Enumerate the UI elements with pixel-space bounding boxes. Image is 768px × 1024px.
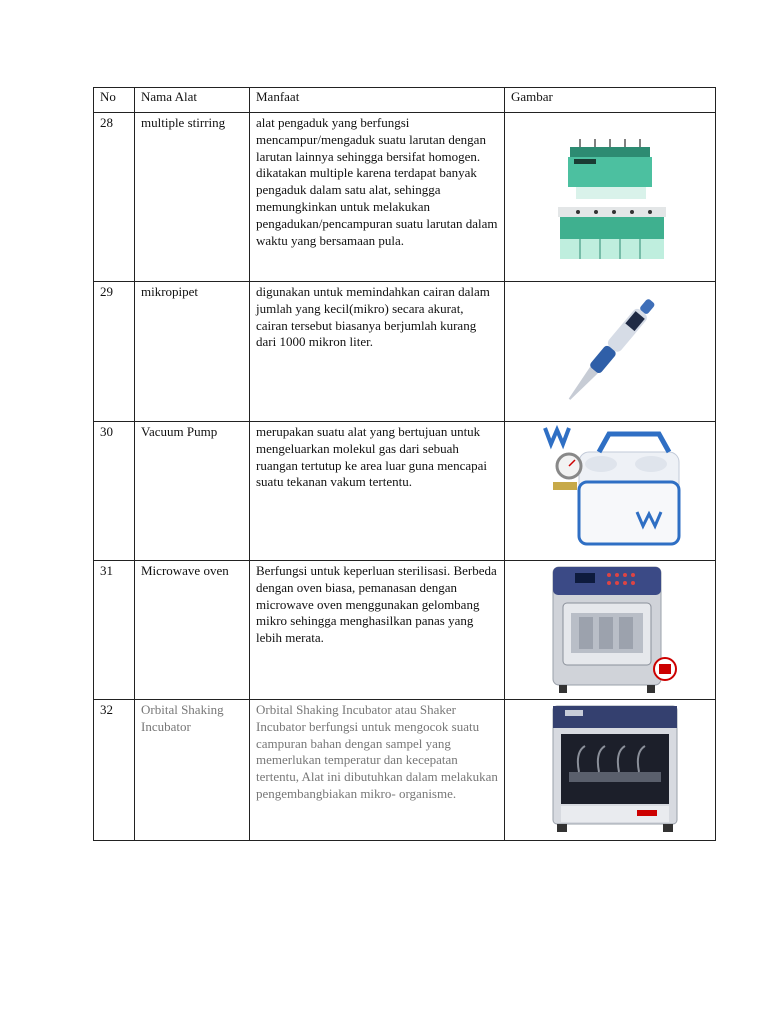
header-manfaat: Manfaat [250,88,505,113]
header-gambar: Gambar [505,88,716,113]
tool-name: multiple stirring [135,113,250,282]
header-no: No [94,88,135,113]
tool-description: digunakan untuk memindahkan cairan dalam jumlah yang kecil(mikro) secara akurat, cairan tersebut biasanya berjumlah kurang dari 1000 mikron liter. [250,282,505,422]
table-row [94,422,716,561]
table-row [94,561,716,700]
shaking-incubator-image [545,702,685,836]
row-number: 32 [94,700,135,841]
tool-image-cell [505,282,716,422]
tool-name: mikropipet [135,282,250,422]
table-header-row [94,88,716,113]
equipment-table [93,87,716,841]
tool-name: Vacuum Pump [135,422,250,561]
microwave-oven-image [549,565,679,701]
tool-description: Orbital Shaking Incubator atau Shaker Incubator berfungsi untuk mengocok suatu campuran bahan dengan sampel yang memerlukan temperatur dan kecepatan tertentu, Alat ini dibutuhkan dalam melakukan pengembangbiakan mikro- organisme. [250,700,505,841]
tool-description: Berfungsi untuk keperluan sterilisasi. Berbeda dengan oven biasa, pemanasan dengan microwave oven menggunakan gelombang mikro sehingga menghasilkan panas yang lebih merata. [250,561,505,700]
tool-description: alat pengaduk yang berfungsi mencampur/mengaduk suatu larutan dengan larutan lainnya sehingga bersifat homogen. dikatakan multiple karena terdapat banyak pengaduk dalam satu alat, sehingga memungkinkan untuk melakukan pengadukan/pencampuran suatu larutan dalam waktu yang bersamaan pula. [250,113,505,282]
tool-image-cell [505,700,716,841]
tool-name: Microwave oven [135,561,250,700]
tool-name: Orbital Shaking Incubator [135,700,250,841]
row-number: 30 [94,422,135,561]
vacuum-pump-image [539,422,689,556]
table-row [94,113,716,282]
tool-description: merupakan suatu alat yang bertujuan untuk mengeluarkan molekul gas dari sebuah ruangan tertutup ke area luar guna mencapai suatu tekanan vakum tertentu. [250,422,505,561]
tool-image-cell [505,422,716,561]
table-row [94,282,716,422]
row-number: 29 [94,282,135,422]
tool-image-cell [505,561,716,700]
micropipette-image [550,286,670,416]
header-nama-alat: Nama Alat [135,88,250,113]
tool-image-cell [505,113,716,282]
row-number: 31 [94,561,135,700]
row-number: 28 [94,113,135,282]
table-row [94,700,716,841]
multiple-stirrer-image [550,135,670,265]
